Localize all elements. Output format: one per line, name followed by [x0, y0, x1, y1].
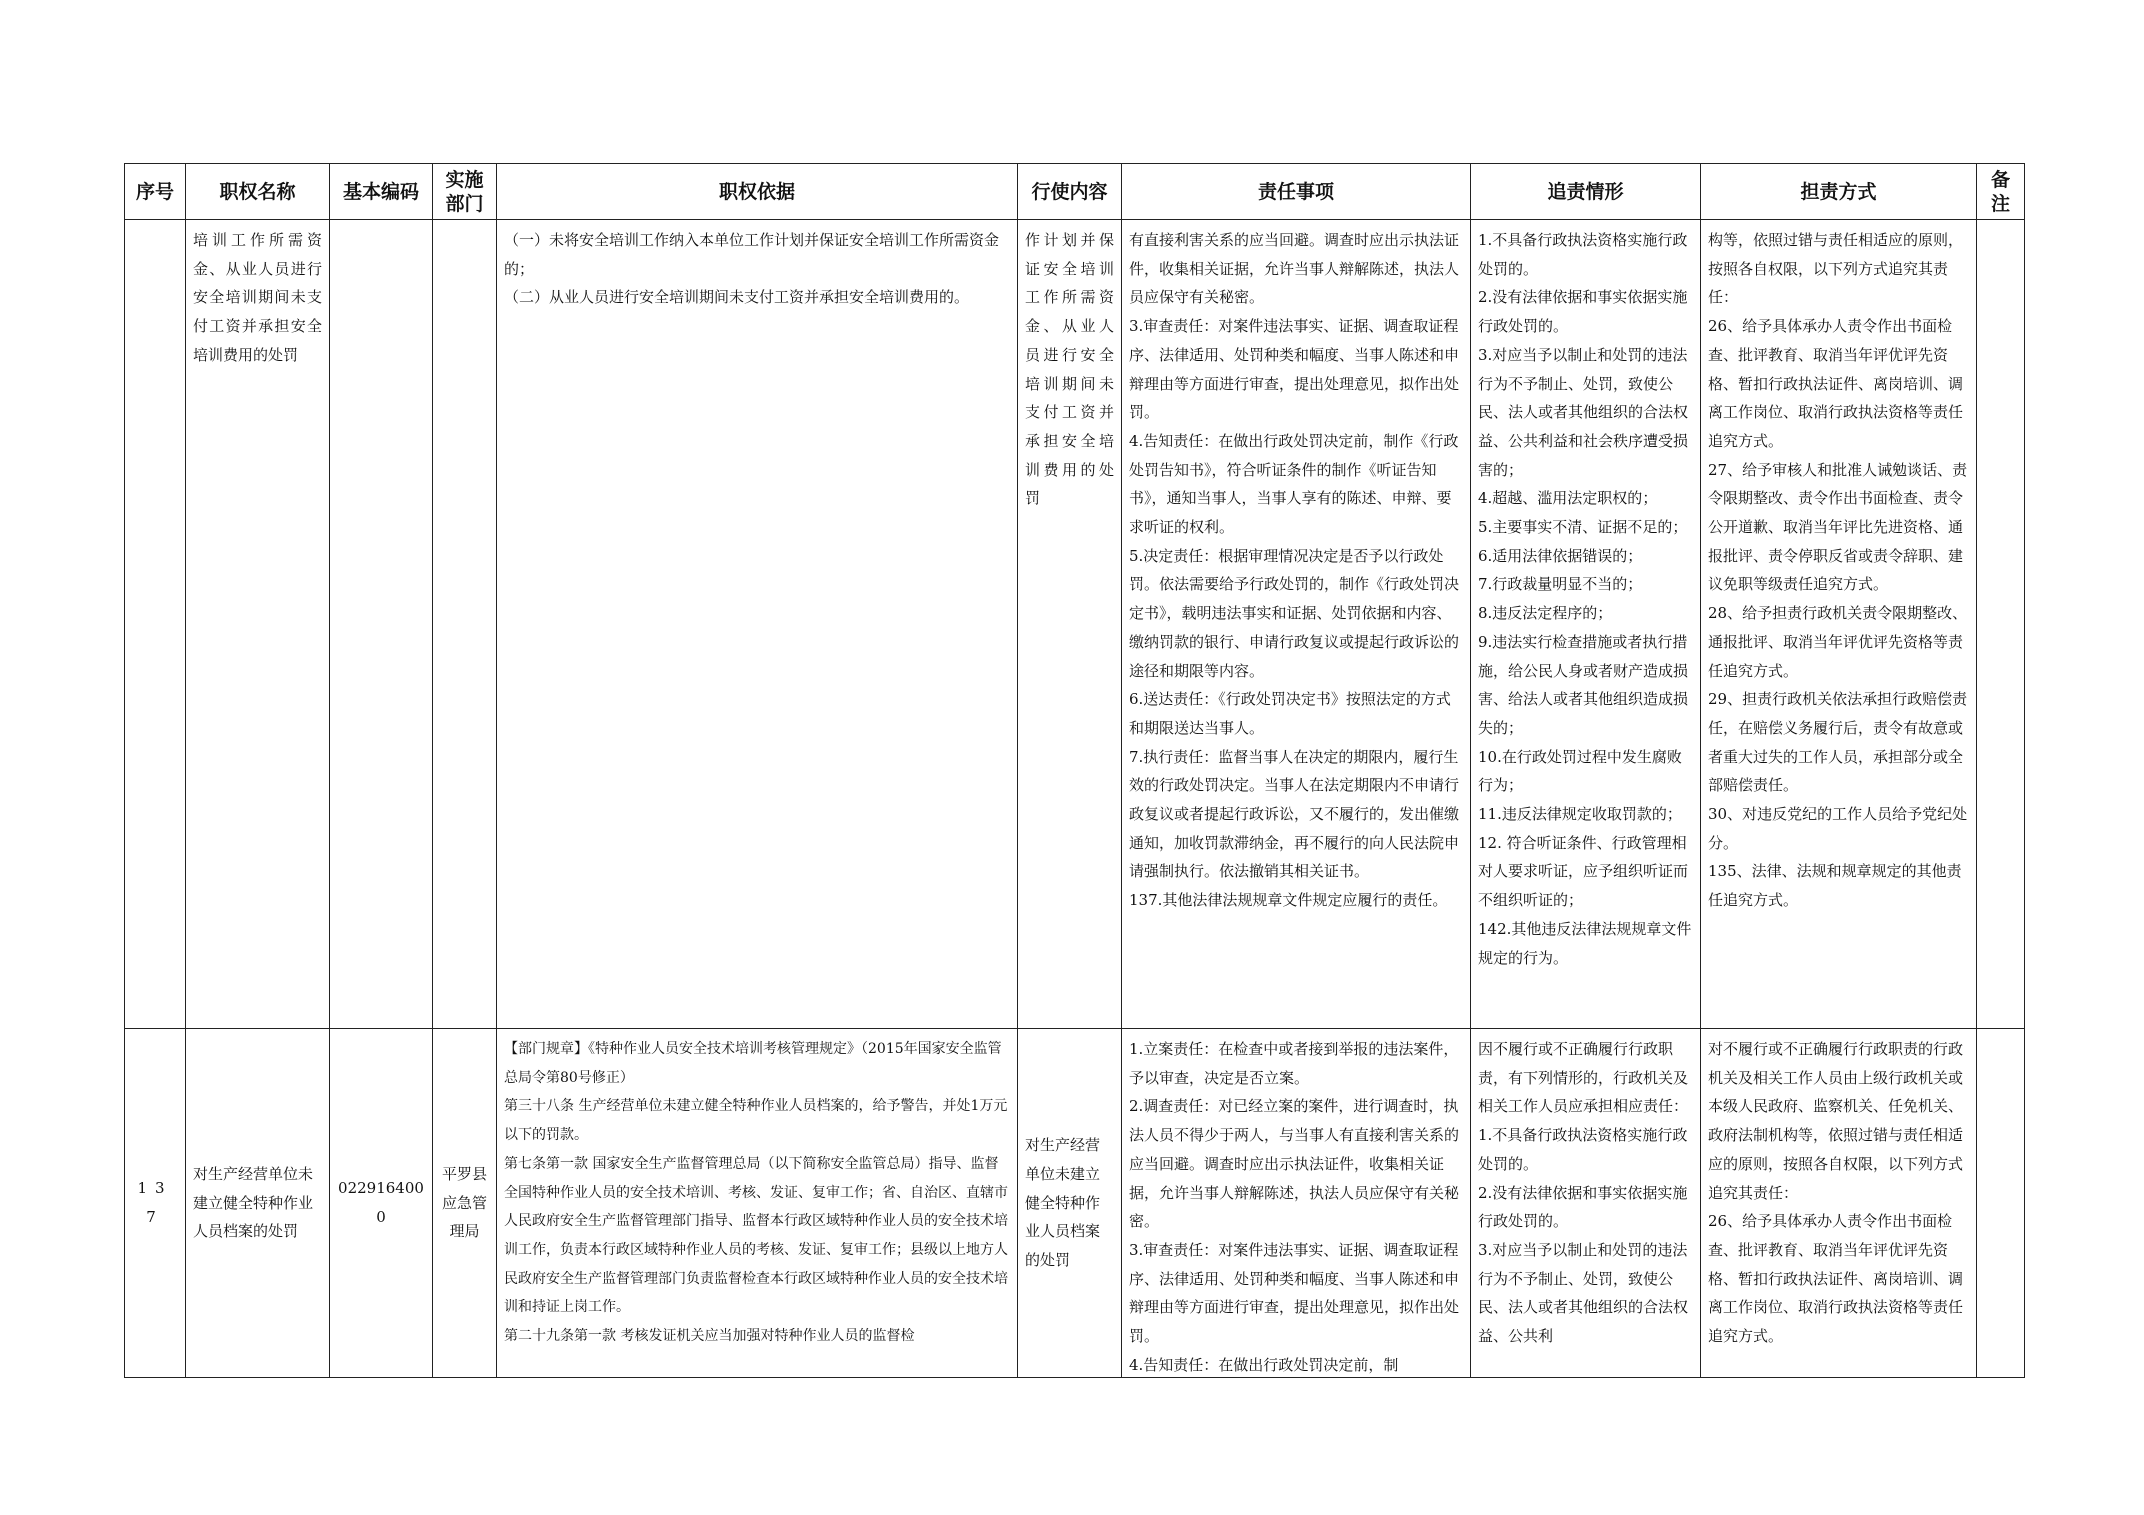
header-remark: 备注	[1977, 164, 2025, 220]
cell-paragraph: 6.送达责任：《行政处罚决定书》按照法定的方式和期限送达当事人。	[1129, 690, 1451, 737]
header-seq: 序号	[125, 164, 186, 220]
cell-paragraph: 2.没有法律依据和事实依据实施行政处罚的。	[1478, 1183, 1688, 1231]
cell-paragraph: 有直接利害关系的应当回避。调查时应出示执法证件，收集相关证据，允许当事人辩解陈述，执法人员应保守有关秘密。	[1129, 231, 1460, 307]
cell-paragraph: 3.审查责任：对案件违法事实、证据、调查取证程序、法律适用、处罚种类和幅度、当事人陈述和申辩理由等方面进行审查，提出处理意见，拟作出处罚。	[1129, 1240, 1460, 1346]
header-basis: 职权依据	[497, 164, 1018, 220]
cell-accountability	[1471, 1029, 1701, 1378]
cell-paragraph: 3.对应当予以制止和处罚的违法行为不予制止、处罚，致使公民、法人或者其他组织的合法权益、公共利	[1478, 1240, 1689, 1346]
cell-seq: 137	[125, 1029, 186, 1378]
authority-table	[124, 163, 2025, 1378]
cell-paragraph: 2.没有法律依据和事实依据实施行政处罚的。	[1478, 288, 1688, 336]
cell-paragraph: 11.违反法律规定收取罚款的；	[1478, 805, 1682, 824]
cell-paragraph: 第二十九条第一款 考核发证机关应当加强对特种作业人员的监督检	[504, 1328, 915, 1345]
cell-paragraph: 5.主要事实不清、证据不足的；	[1478, 518, 1688, 537]
cell-paragraph: 【部门规章】《特种作业人员安全技术培训考核管理规定》（2015年国家安全监管总局令第80号修正）	[504, 1041, 1002, 1086]
header-dept: 实施部门	[433, 164, 497, 220]
cell-accountability	[1471, 220, 1701, 1029]
cell-method	[1701, 220, 1977, 1029]
cell-paragraph: 12. 符合听证条件、行政管理相对人要求听证，应予组织听证而不组织听证的；	[1478, 833, 1689, 910]
cell-method	[1701, 1029, 1977, 1378]
cell-basis	[497, 1029, 1018, 1378]
header-duty: 责任事项	[1122, 164, 1471, 220]
cell-basis	[497, 220, 1018, 1029]
cell-duty	[1122, 1029, 1471, 1378]
cell-paragraph: （一）未将安全培训工作纳入本单位工作计划并保证安全培训工作所需资金的；	[504, 231, 1000, 278]
cell-paragraph: 1.立案责任：在检查中或者接到举报的违法案件，予以审查，决定是否立案。	[1129, 1040, 1459, 1087]
cell-paragraph: 第三十八条 生产经营单位未建立健全特种作业人员档案的，给予警告，并处1万元以下的罚款。	[504, 1098, 1008, 1144]
cell-paragraph: 27、给予审核人和批准人诫勉谈话、责令限期整改、责令作出书面检查、责令公开道歉、取消当年评比先进资格、通报批评、责令停职反省或责令辞职、建议免职等级责任追究方式。	[1708, 460, 1968, 594]
cell-paragraph: 对不履行或不正确履行行政职责的行政机关及相关工作人员由上级行政机关或本级人民政府、监察机关、任免机关、政府法制机构等，依照过错与责任相适应的原则，按照各自权限，以下列方式追究其责任：	[1708, 1040, 1964, 1202]
cell-paragraph: 3.对应当予以制止和处罚的违法行为不予制止、处罚，致使公民、法人或者其他组织的合法权益、公共利益和社会秩序遭受损害的；	[1478, 345, 1689, 479]
cell-dept: 平罗县应急管理局	[433, 1029, 497, 1378]
cell-remark	[1977, 220, 2025, 1029]
cell-paragraph: 4.告知责任：在做出行政处罚决定前，制	[1129, 1355, 1399, 1374]
cell-paragraph: 5.决定责任：根据审理情况决定是否予以行政处罚。依法需要给予行政处罚的，制作《行政处罚决定书》，载明违法事实和证据、处罚依据和内容、缴纳罚款的银行、申请行政复议或提起行政诉讼的途径和期限等内容。	[1129, 546, 1460, 680]
cell-paragraph: 4.告知责任：在做出行政处罚决定前，制作《行政处罚告知书》，符合听证条件的制作《听证告知书》，通知当事人，当事人享有的陈述、申辩、要求听证的权利。	[1129, 431, 1459, 537]
cell-paragraph: 6.适用法律依据错误的；	[1478, 546, 1643, 565]
cell-paragraph: 135、法律、法规和规章规定的其他责任追究方式。	[1708, 862, 1962, 910]
header-content: 行使内容	[1018, 164, 1122, 220]
cell-paragraph: 第七条第一款 国家安全生产监督管理总局（以下简称安全监管总局）指导、监督全国特种作业人员的安全技术培训、考核、发证、复审工作；省、自治区、直辖市人民政府安全生产监督管理部门指导、监督本行政区域特种作业人员的安全技术培训工作，负责本行政区域特种作业人员的考核、发证、复审工作；县级以上地方人民政府安全生产监督管理部门负责监督检查本行政区域特种作业人员的安全技术培训和持证上岗工作。	[504, 1155, 1008, 1316]
header-row	[125, 164, 2025, 220]
cell-paragraph: 30、对违反党纪的工作人员给予党纪处分。	[1708, 805, 1968, 852]
cell-paragraph: 因不履行或不正确履行行政职责，有下列情形的，行政机关及相关工作人员应承担相应责任：	[1478, 1040, 1689, 1116]
cell-paragraph: 1.不具备行政执法资格实施行政处罚的。	[1478, 1126, 1688, 1173]
table-row	[125, 1029, 2025, 1378]
cell-name: 培训工作所需资金、从业人员进行安全培训期间未支付工资并承担安全培训费用的处罚	[186, 220, 330, 1029]
cell-duty	[1122, 220, 1471, 1029]
cell-paragraph: （二）从业人员进行安全培训期间未支付工资并承担安全培训费用的。	[504, 288, 970, 307]
cell-paragraph: 7.行政裁量明显不当的；	[1478, 575, 1643, 594]
cell-name: 对生产经营单位未建立健全特种作业人员档案的处罚	[186, 1029, 330, 1378]
header-accountability: 追责情形	[1471, 164, 1701, 220]
cell-paragraph: 137.其他法律法规规章文件规定应履行的责任。	[1129, 891, 1448, 910]
cell-code: 0229164000	[330, 1029, 433, 1378]
cell-paragraph: 9.违法实行检查措施或者执行措施，给公民人身或者财产造成损害、给法人或者其他组织造成损失的；	[1478, 632, 1689, 737]
cell-paragraph: 2.调查责任：对已经立案的案件，进行调查时，执法人员不得少于两人，与当事人有直接利害关系的应当回避。调查时应出示执法证件，收集相关证据，允许当事人辩解陈述，执法人员应保守有关秘密。	[1129, 1097, 1460, 1231]
cell-paragraph: 142.其他违反法律法规规章文件规定的行为。	[1478, 919, 1692, 967]
header-method: 担责方式	[1701, 164, 1977, 220]
cell-code	[330, 220, 433, 1029]
cell-remark	[1977, 1029, 2025, 1378]
cell-paragraph: 构等，依照过错与责任相适应的原则，按照各自权限，以下列方式追究其责任：	[1708, 231, 1964, 307]
cell-paragraph: 10.在行政处罚过程中发生腐败行为；	[1478, 747, 1682, 795]
cell-paragraph: 26、给予具体承办人责令作出书面检查、批评教育、取消当年评优评先资格、暂扣行政执法证件、离岗培训、调离工作岗位、取消行政执法资格等责任追究方式。	[1708, 317, 1964, 450]
cell-paragraph: 28、给予担责行政机关责令限期整改、通报批评、取消当年评优评先资格等责任追究方式。	[1708, 604, 1968, 680]
cell-seq	[125, 220, 186, 1029]
header-code: 基本编码	[330, 164, 433, 220]
cell-paragraph: 7.执行责任：监督当事人在决定的期限内，履行生效的行政处罚决定。当事人在法定期限内不申请行政复议或者提起行政诉讼，又不履行的，发出催缴通知，加收罚款滞纳金，再不履行的向人民法院申请强制执行。依法撤销其相关证书。	[1129, 747, 1460, 881]
cell-content: 作计划并保证安全培训工作所需资金、从业人员进行安全培训期间未支付工资并承担安全培训费用的处罚	[1018, 220, 1122, 1029]
table-row	[125, 220, 2025, 1029]
header-name: 职权名称	[186, 164, 330, 220]
cell-content: 对生产经营单位未建立健全特种作业人员档案的处罚	[1018, 1029, 1122, 1378]
cell-dept	[433, 220, 497, 1029]
cell-paragraph: 3.审查责任：对案件违法事实、证据、调查取证程序、法律适用、处罚种类和幅度、当事人陈述和申辩理由等方面进行审查，提出处理意见，拟作出处罚。	[1129, 317, 1460, 422]
cell-paragraph: 1.不具备行政执法资格实施行政处罚的。	[1478, 231, 1688, 278]
cell-paragraph: 29、担责行政机关依法承担行政赔偿责任，在赔偿义务履行后，责令有故意或者重大过失的工作人员，承担部分或全部赔偿责任。	[1708, 690, 1968, 795]
cell-paragraph: 4.超越、滥用法定职权的；	[1478, 489, 1658, 508]
cell-paragraph: 26、给予具体承办人责令作出书面检查、批评教育、取消当年评优评先资格、暂扣行政执法证件、离岗培训、调离工作岗位、取消行政执法资格等责任追究方式。	[1708, 1212, 1964, 1346]
cell-paragraph: 8.违反法定程序的；	[1478, 604, 1613, 623]
